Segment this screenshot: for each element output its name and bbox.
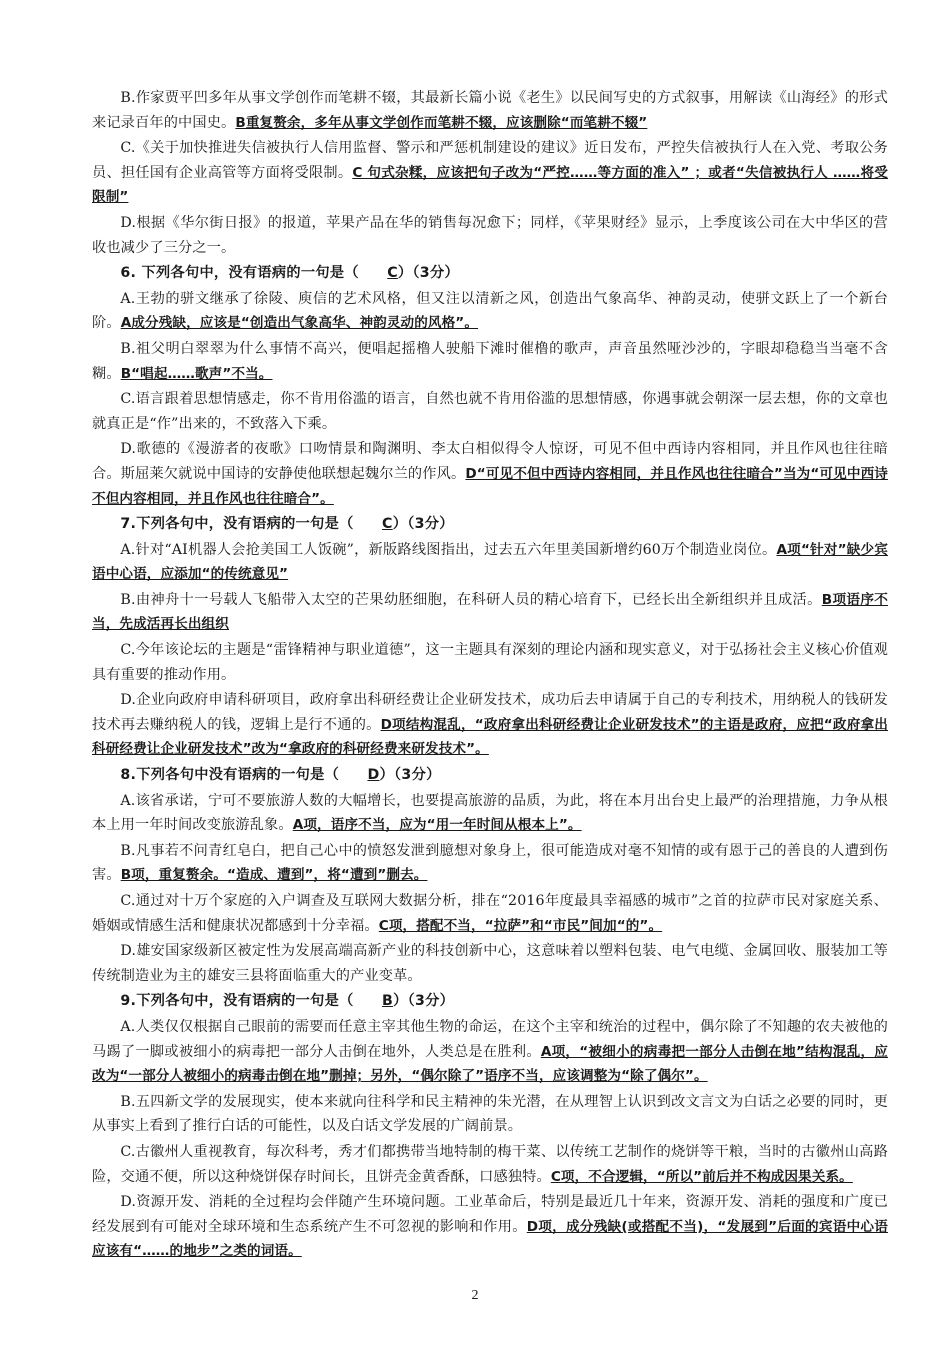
answer-explanation: D项，成分残缺(或搭配不当)，“发展到”后面的宾语中心语应该有“……的地步”之类的词语。	[92, 1218, 888, 1260]
option-paragraph	[92, 939, 888, 988]
question-score: ）（3分）	[397, 265, 459, 282]
option-paragraph	[92, 789, 888, 838]
question-heading	[92, 989, 888, 1014]
option-paragraph	[92, 588, 888, 637]
option-text: B.作家贾平凹多年从事文学创作而笔耕不辍，其最新长篇小说《老生》以民间写史的方式叙事，用解读《山海经》的形式来记录百年的中国史。	[92, 90, 888, 131]
option-text: C.古徽州人重视教育，每次科考，秀才们都携带当地特制的梅干菜、以传统工艺制作的烧饼等干粮，当时的古徽州山高路险，交通不便，所以这种烧饼保存时间长，且饼壳金黄香酥，口感独特。	[92, 1143, 888, 1185]
option-text: B.由神舟十一号载人飞船带入太空的芒果幼胚细胞，在科研人员的精心培育下，已经长出全新组织并且成活。	[120, 591, 822, 608]
answer-explanation: B项，重复赘余。“造成、遭到”，将“遭到”删去。	[120, 867, 428, 884]
option-paragraph	[92, 387, 888, 436]
option-paragraph	[92, 1015, 888, 1089]
option-paragraph	[92, 337, 888, 386]
option-text: A.针对“AI机器人会抢美国工人饭碗”，新版路线图指出，过去五六年里美国新增约60万个制造业岗位。	[120, 541, 777, 558]
option-text: D.资源开发、消耗的全过程均会伴随产生环境问题。工业革命后，特别是最近几十年来，资源开发、消耗的强度和广度已经发展到有可能对全球环境和生态系统产生不可忽视的影响和作用。	[92, 1194, 888, 1235]
answer-explanation: C 句式杂糅，应该把句子改为“严控……等方面的准入” ；或者“失信被执行人 ……将受限制”	[92, 164, 888, 206]
answer-explanation: A项，语序不当，应为“用一年时间从根本上”。	[292, 817, 582, 834]
option-paragraph	[92, 1090, 888, 1139]
answer-explanation: C项，不合逻辑，“所以”前后并不构成因果关系。	[550, 1168, 853, 1185]
option-paragraph	[92, 688, 888, 762]
answer-explanation: A项“针对”缺少宾语中心语，应添加“的传统意见”	[92, 541, 888, 583]
option-text: A.该省承诺，宁可不要旅游人数的大幅增长，也要提高旅游的品质，为此，将在本月出台史上最严的治理措施，力争从根本上用一年时间改变旅游乱象。	[92, 792, 888, 834]
option-text: C.语言跟着思想情感走，你不肯用俗滥的语言，自然也就不肯用俗滥的思想情感，你遇事就会朝深一层去想，你的文章也就真正是“作”出来的，不致落入下乘。	[92, 391, 888, 432]
question-score: ）（3分）	[379, 767, 441, 784]
option-paragraph	[92, 437, 888, 511]
option-text: C.今年该论坛的主题是“雷锋精神与职业道德”，这一主题具有深刻的理论内涵和现实意义，对于弘扬社会主义核心价值观具有重要的推动作用。	[92, 642, 888, 683]
answer-explanation: B“唱起……歌声”不当。	[120, 365, 273, 382]
option-paragraph	[92, 638, 888, 687]
answer-choice: C	[387, 265, 398, 282]
option-text: B.凡事若不问青红皂白，把自己心中的愤怒发泄到臆想对象身上，很可能造成对毫不知情的或有恩于己的善良的人遭到伤害。	[92, 842, 888, 884]
option-text: D.根据《华尔街日报》的报道，苹果产品在华的销售每况愈下；同样，《苹果财经》显示，上季度该公司在大中华区的营收也减少了三分之一。	[92, 214, 888, 256]
question-heading	[92, 512, 888, 537]
answer-explanation: C项，搭配不当，“拉萨”和“市民”间加“的”。	[378, 917, 663, 934]
option-text: A.人类仅仅根据自己眼前的需要而任意主宰其他生物的命运，在这个主宰和统治的过程中，偶尔除了不知趣的农夫被他的马踢了一脚或被细小的病毒把一部分人击倒在地外，人类总是在胜利。	[92, 1018, 888, 1060]
question-score: ）（3分）	[392, 516, 454, 533]
option-text: A.王勃的骈文继承了徐陵、庾信的艺术风格，但又注以清新之风，创造出气象高华、神韵灵动，使骈文跃上了一个新台阶。	[92, 290, 888, 332]
question-heading	[92, 261, 888, 286]
option-paragraph	[92, 889, 888, 938]
document-page	[92, 86, 888, 1265]
question-heading	[92, 763, 888, 788]
answer-choice: B	[381, 993, 394, 1010]
option-text: C.《关于加快推进失信被执行人信用监督、警示和严惩机制建设的建议》近日发布，严控失信被执行人在入党、考取公务员、担任国有企业高管等方面将受限制。	[92, 140, 888, 181]
question-prompt: 7.下列各句中，没有语病的一句是（	[120, 516, 354, 533]
option-text: D.企业向政府申请科研项目，政府拿出科研经费让企业研发技术，成功后去申请属于自己的专利技术，用纳税人的钱研发技术再去赚纳税人的钱，逻辑上是行不通的。	[92, 692, 888, 733]
option-paragraph	[92, 839, 888, 888]
option-text: B.祖父明白翠翠为什么事情不高兴，便唱起摇橹人驶船下滩时催橹的歌声，声音虽然哑沙沙的，字眼却稳稳当当毫不含糊。	[92, 340, 888, 382]
option-paragraph	[92, 86, 888, 135]
question-prompt: 6. 下列各句中，没有语病的一句是（	[120, 265, 359, 282]
answer-explanation: D“可见不但中西诗内容相同，并且作风也往往暗合”当为“可见中西诗不但内容相同，并且作风也往往暗合”。	[92, 465, 888, 507]
answer-choice: D	[367, 767, 380, 784]
option-paragraph	[92, 136, 888, 210]
option-paragraph	[92, 1140, 888, 1189]
answer-explanation: B重复赘余，多年从事文学创作而笔耕不辍，应该删除“而笔耕不辍”	[235, 114, 648, 131]
question-prompt: 9.下列各句中，没有语病的一句是（	[120, 993, 354, 1010]
page-number: 2	[471, 1288, 479, 1303]
answer-choice: C	[381, 516, 393, 533]
option-paragraph	[92, 538, 888, 587]
option-text: D.歌德的《漫游者的夜歌》口吻情景和陶渊明、李太白相似得令人惊讶，可见不但中西诗内容相同，并且作风也往往暗合。斯屈莱欠就说中国诗的安静使他联想起魏尔兰的作风。	[92, 441, 888, 482]
answer-explanation: A项，“被细小的病毒把一部分人击倒在地”结构混乱，应改为“一部分人被细小的病毒击倒在地”删掉；另外，“偶尔除了”语序不当，应该调整为“除了偶尔”。	[92, 1043, 888, 1085]
question-score: ）（3分）	[393, 993, 455, 1010]
answer-explanation: A成分残缺，应该是“创造出气象高华、神韵灵动的风格”。	[120, 315, 479, 332]
answer-explanation: B项语序不当，先成活再长出组织	[92, 591, 888, 633]
option-paragraph	[92, 211, 888, 260]
option-text: B.五四新文学的发展现实，使本来就向往科学和民主精神的朱光潜，在从理智上认识到改文言文为白话之必要的同时，更从事实上看到了推行白话的可能性，以及白话文学发展的广阔前景。	[92, 1093, 888, 1135]
question-prompt: 8.下列各句中没有语病的一句是（	[120, 767, 340, 784]
option-paragraph	[92, 287, 888, 336]
answer-explanation: D项结构混乱，“政府拿出科研经费让企业研发技术”的主语是政府，应把“政府拿出科研经费让企业研发技术”改为“拿政府的科研经费来研发技术”。	[92, 716, 888, 758]
document-body	[92, 86, 888, 1264]
option-paragraph	[92, 1190, 888, 1264]
option-text: C.通过对十万个家庭的入户调查及互联网大数据分析，排在“2016年度最具幸福感的城市”之首的拉萨市民对家庭关系、婚姻或情感生活和健康状况都感到十分幸福。	[92, 893, 888, 934]
option-text: D.雄安国家级新区被定性为发展高端高新产业的科技创新中心，这意味着以塑料包装、电气电缆、金属回收、服装加工等传统制造业为主的雄安三县将面临重大的产业变革。	[92, 943, 888, 984]
